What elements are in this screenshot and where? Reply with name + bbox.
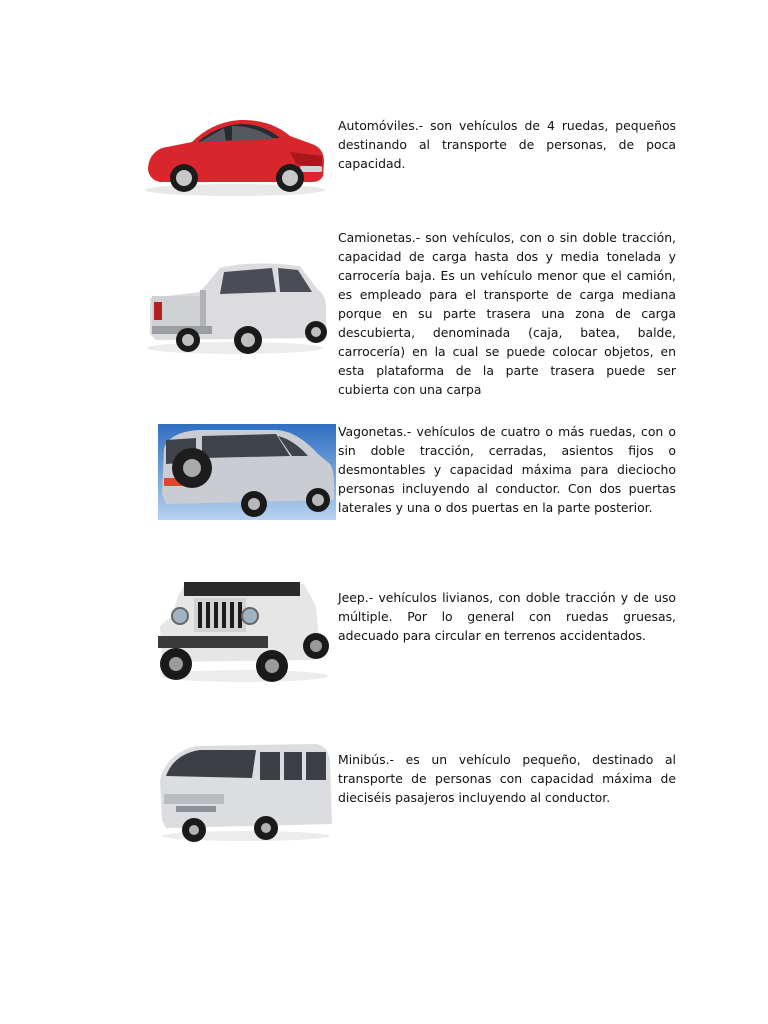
vehicle-term: Vagonetas.- [338,424,412,439]
minibus-image [156,740,334,842]
jeep-image [154,576,330,684]
vehicle-term: Jeep.- [338,590,374,605]
vehicle-text: son vehículos de 4 ruedas, pequeños destinando al transporte de personas, de poca capacidad. [338,118,676,171]
vehicle-term: Camionetas.- [338,230,421,245]
vehicle-text: son vehículos, con o sin doble tracción, capacidad de carga hasta dos y media tonelada y carrocería baja. Es un vehículo menor que el camión, es empleado para el transporte de carga mediana porque en su parte trasera una zona de carga descubierta, denominada (caja, batea, balde, carrocería) en la cual se puede colocar objetos, en esta plataforma de la parte trasera puede ser cubierta con una carpa [338,230,676,397]
vehicle-text: es un vehículo pequeño, destinado al transporte de personas con capacidad máxima de dieciséis pasajeros incluyendo al conductor. [338,752,676,805]
vehicle-entry-minibus [140,736,680,846]
vehicle-description [338,116,676,173]
vehicle-description [338,588,676,645]
vehicle-text: vehículos livianos, con doble tracción y de uso múltiple. Por lo general con ruedas gruesas, adecuado para circular en terrenos accidentados. [338,590,676,643]
vehicle-term: Minibús.- [338,752,395,767]
vehicle-entry-camionetas [140,226,680,397]
vehicle-text: vehículos de cuatro o más ruedas, con o sin doble tracción, cerradas, asientos fijos o desmontables y capacidad máxima para dieciocho personas incluyendo al conductor. Con dos puertas laterales y una o dos puertas en la parte posterior. [338,424,676,515]
vehicle-entry-jeep [140,574,680,684]
vehicle-description [338,228,676,399]
pickup-truck-image [140,248,330,358]
vehicle-entry-automoviles [140,112,680,202]
vehicle-term: Automóviles.- [338,118,424,133]
sedan-car-image [140,112,330,202]
vehicle-entry-vagonetas [140,420,680,530]
vehicle-description [338,422,676,517]
vehicle-description [338,750,676,807]
suv-wagon-image [158,424,336,520]
